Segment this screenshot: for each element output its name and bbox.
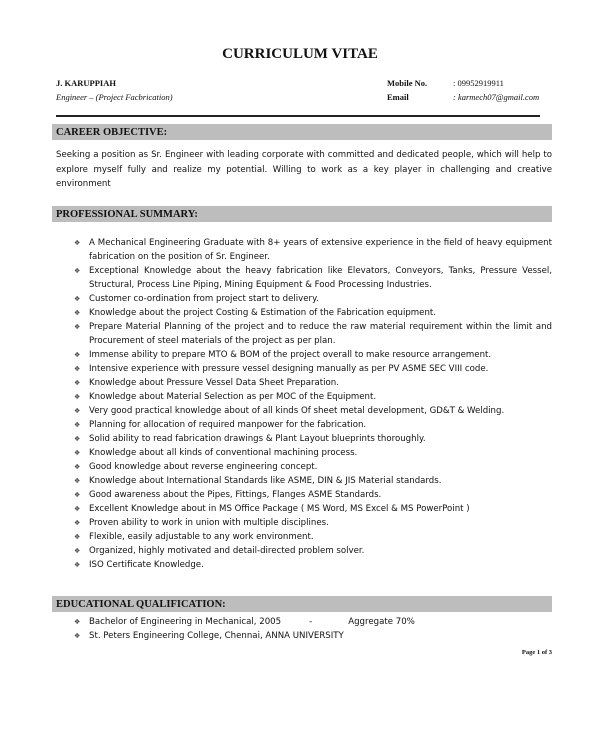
summary-item-text: Solid ability to read fabrication drawings & Plant Layout blueprints thoroughly. (89, 434, 426, 444)
list-item (74, 544, 552, 558)
list-item (74, 348, 552, 362)
list-item (74, 292, 552, 306)
list-item (74, 558, 552, 572)
candidate-name: J. KARUPPIAH (56, 78, 116, 88)
diamond-bullet-icon: ❖ (74, 477, 81, 485)
diamond-bullet-icon: ❖ (74, 365, 81, 373)
summary-item-text: Knowledge about Material Selection as per MOC of the Equipment. (89, 392, 377, 402)
header-divider (56, 115, 540, 117)
summary-item-text: Intensive experience with pressure vessel designing manually as per PV ASME SEC VIII code. (89, 364, 489, 374)
summary-item-text: A Mechanical Engineering Graduate with 8+ years of extensive experience in the field of heavy equipment fabrication on the position of Sr. Engineer. (89, 238, 552, 262)
summary-item-text: Flexible, easily adjustable to any work environment. (89, 532, 314, 542)
summary-item-text: Customer co-ordination from project start to delivery. (89, 294, 319, 304)
summary-item-text: Very good practical knowledge about of all kinds Of sheet metal development, GD&T & Welding. (89, 406, 505, 416)
diamond-bullet-icon: ❖ (74, 407, 81, 415)
summary-item-text: Proven ability to work in union with multiple disciplines. (89, 518, 329, 528)
education-list (74, 615, 552, 643)
list-item (74, 474, 552, 488)
career-objective-heading: CAREER OBJECTIVE: (52, 124, 552, 140)
list-item (74, 236, 552, 264)
college: St. Peters Engineering College, Chennai, ANNA UNIVERSITY (89, 631, 344, 641)
list-item (74, 320, 552, 348)
degree: Bachelor of Engineering in Mechanical, 2005 (89, 617, 282, 627)
diamond-bullet-icon: ❖ (74, 435, 81, 443)
page-number: Page 1 of 3 (521, 649, 552, 656)
education-heading: EDUCATIONAL QUALIFICATION: (52, 596, 552, 612)
diamond-bullet-icon: ❖ (74, 618, 81, 626)
diamond-bullet-icon: ❖ (74, 309, 81, 317)
summary-item-text: Knowledge about International Standards like ASME, DIN & JIS Material standards. (89, 476, 442, 486)
summary-item-text: ISO Certificate Knowledge. (89, 560, 204, 570)
summary-item-text: Knowledge about Pressure Vessel Data Sheet Preparation. (89, 378, 339, 388)
diamond-bullet-icon: ❖ (74, 323, 81, 331)
summary-item-text: Prepare Material Planning of the project and to reduce the raw material requirement within the limit and Procurement of steel materials of the project as per plan. (89, 322, 552, 346)
list-item (74, 446, 552, 460)
list-item (74, 488, 552, 502)
list-item (74, 432, 552, 446)
email-value: : karmech07@gmail.com (453, 92, 540, 102)
professional-summary-heading: PROFESSIONAL SUMMARY: (52, 206, 552, 222)
diamond-bullet-icon: ❖ (74, 239, 81, 247)
list-item (74, 629, 552, 643)
list-item (74, 516, 552, 530)
diamond-bullet-icon: ❖ (74, 449, 81, 457)
list-item (74, 615, 552, 629)
aggregate: Aggregate 70% (348, 617, 415, 627)
career-objective-text: Seeking a position as Sr. Engineer with leading corporate with committed and dedicated people, which will help to explore myself fully and realize my potential. Willing to work as a key player in challenging and creative environment (56, 150, 552, 189)
diamond-bullet-icon: ❖ (74, 295, 81, 303)
email-label: Email (387, 92, 409, 102)
professional-summary-list (74, 236, 552, 572)
document-title: CURRICULUM VITAE (222, 46, 378, 62)
mobile-value: : 09952919911 (453, 78, 504, 88)
summary-item-text: Planning for allocation of required manpower for the fabrication. (89, 420, 367, 430)
summary-item-text: Good awareness about the Pipes, Fittings, Flanges ASME Standards. (89, 490, 382, 500)
list-item (74, 362, 552, 376)
diamond-bullet-icon: ❖ (74, 393, 81, 401)
diamond-bullet-icon: ❖ (74, 379, 81, 387)
list-item (74, 502, 552, 516)
summary-item-text: Immense ability to prepare MTO & BOM of the project overall to make resource arrangement. (89, 350, 492, 360)
list-item (74, 306, 552, 320)
summary-item-text: Organized, highly motivated and detail-directed problem solver. (89, 546, 365, 556)
separator: - (309, 617, 313, 627)
candidate-role: Engineer – (Project Facbrication) (56, 92, 173, 102)
diamond-bullet-icon: ❖ (74, 267, 81, 275)
list-item (74, 460, 552, 474)
summary-item-text: Good knowledge about reverse engineering concept. (89, 462, 318, 472)
diamond-bullet-icon: ❖ (74, 561, 81, 569)
summary-item-text: Exceptional Knowledge about the heavy fabrication like Elevators, Conveyors, Tanks, Pressure Vessel, Structural, Process Line Piping, Mining Equipment & Food Processing Industries. (89, 266, 552, 290)
summary-item-text: Knowledge about all kinds of conventional machining process. (89, 448, 358, 458)
diamond-bullet-icon: ❖ (74, 491, 81, 499)
list-item (74, 418, 552, 432)
list-item (74, 404, 552, 418)
list-item (74, 264, 552, 292)
list-item (74, 530, 552, 544)
summary-item-text: Knowledge about the project Costing & Estimation of the Fabrication equipment. (89, 308, 437, 318)
diamond-bullet-icon: ❖ (74, 351, 81, 359)
summary-item-text: Excellent Knowledge about in MS Office Package ( MS Word, MS Excel & MS PowerPoint ) (89, 504, 470, 514)
mobile-label: Mobile No. (387, 78, 428, 88)
list-item (74, 390, 552, 404)
diamond-bullet-icon: ❖ (74, 632, 81, 640)
diamond-bullet-icon: ❖ (74, 547, 81, 555)
diamond-bullet-icon: ❖ (74, 505, 81, 513)
list-item (74, 376, 552, 390)
diamond-bullet-icon: ❖ (74, 463, 81, 471)
diamond-bullet-icon: ❖ (74, 519, 81, 527)
diamond-bullet-icon: ❖ (74, 421, 81, 429)
diamond-bullet-icon: ❖ (74, 533, 81, 541)
